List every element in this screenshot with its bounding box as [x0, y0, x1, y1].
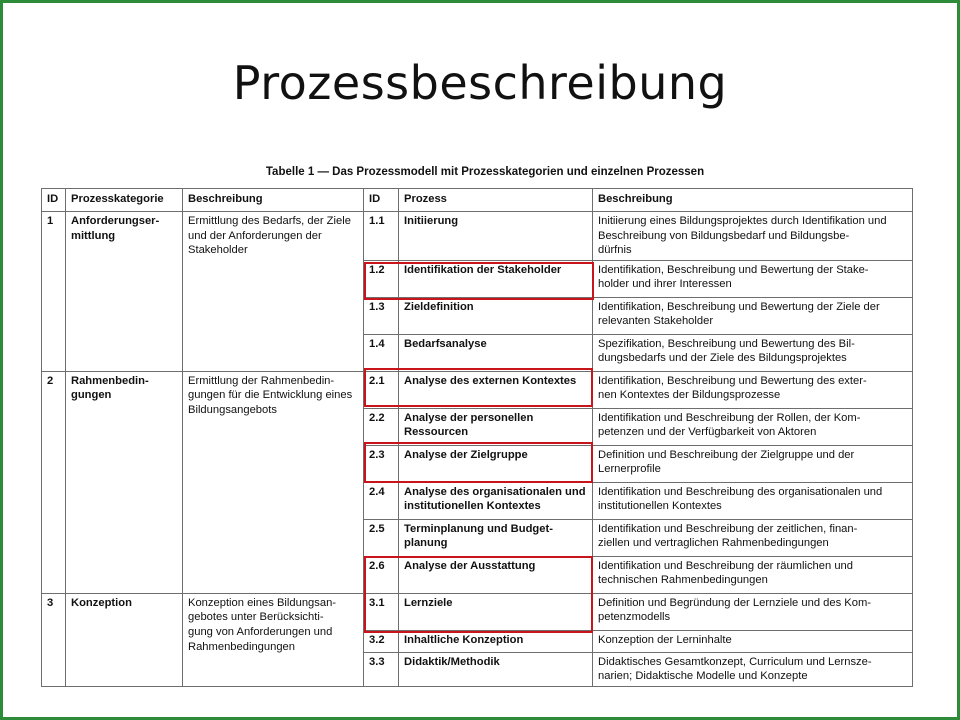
process-description-cell: Identifikation und Beschreibung des organisationalen und institutionellen Kontextes	[593, 482, 913, 519]
process-description-cell: Identifikation, Beschreibung und Bewertung der Ziele der relevanten Stakeholder	[593, 297, 913, 334]
slide-title: Prozessbeschreibung	[232, 56, 728, 110]
process-description-cell: Initiierung eines Bildungsprojektes durch Identifikation und Beschreibung von Bildungsbedarf und Bildungsbe- dürfnis	[593, 212, 913, 261]
process-description-cell: Identifikation und Beschreibung der räumlichen und technischen Rahmenbedingungen	[593, 556, 913, 593]
category-id-cell: 1	[42, 212, 66, 372]
process-name-cell: Zieldefinition	[399, 297, 593, 334]
process-id-cell: 2.6	[364, 556, 399, 593]
process-description-cell: Identifikation und Beschreibung der Rollen, der Kom- petenzen und der Verfügbarkeit von Aktoren	[593, 408, 913, 445]
process-name-cell: Analyse der personellen Ressourcen	[399, 408, 593, 445]
header-category: Prozesskategorie	[66, 189, 183, 212]
process-description-cell: Didaktisches Gesamtkonzept, Curriculum und Lernsze- narien; Didaktische Modelle und Konzepte	[593, 652, 913, 686]
process-id-cell: 3.2	[364, 630, 399, 652]
process-id-cell: 1.3	[364, 297, 399, 334]
header-id: ID	[42, 189, 66, 212]
process-id-cell: 1.1	[364, 212, 399, 261]
process-name-cell: Terminplanung und Budget- planung	[399, 519, 593, 556]
header-category-description: Beschreibung	[183, 189, 364, 212]
header-process-id: ID	[364, 189, 399, 212]
process-id-cell: 2.2	[364, 408, 399, 445]
process-id-cell: 2.4	[364, 482, 399, 519]
process-name-cell: Analyse des externen Kontextes	[399, 371, 593, 408]
category-id-cell: 3	[42, 593, 66, 686]
process-description-cell: Identifikation, Beschreibung und Bewertung der Stake- holder und ihrer Interessen	[593, 260, 913, 297]
process-description-cell: Definition und Beschreibung der Zielgruppe und der Lernerprofile	[593, 445, 913, 482]
process-description-cell: Identifikation, Beschreibung und Bewertung des exter- nen Kontextes der Bildungsprozesse	[593, 371, 913, 408]
category-description-cell: Konzeption eines Bildungsan- gebotes unter Berücksichti- gung von Anforderungen und Rahmenbedingungen	[183, 593, 364, 686]
process-description-cell: Definition und Begründung der Lernziele und des Kom- petenzmodells	[593, 593, 913, 630]
category-name-cell: Konzeption	[66, 593, 183, 686]
process-name-cell: Analyse des organisationalen und institutionellen Kontextes	[399, 482, 593, 519]
process-name-cell: Lernziele	[399, 593, 593, 630]
process-name-cell: Analyse der Zielgruppe	[399, 445, 593, 482]
table-caption: Tabelle 1 — Das Prozessmodell mit Prozesskategorien und einzelnen Prozessen	[265, 166, 705, 178]
process-id-cell: 2.3	[364, 445, 399, 482]
table-row	[42, 212, 913, 261]
process-name-cell: Inhaltliche Konzeption	[399, 630, 593, 652]
process-id-cell: 2.1	[364, 371, 399, 408]
highlight-box-1-2	[364, 262, 594, 300]
highlight-box-2-3	[364, 442, 593, 483]
header-process: Prozess	[399, 189, 593, 212]
process-name-cell: Didaktik/Methodik	[399, 652, 593, 686]
process-id-cell: 3.3	[364, 652, 399, 686]
process-id-cell: 1.4	[364, 334, 399, 371]
highlight-box-2-1	[364, 368, 593, 407]
category-description-cell: Ermittlung der Rahmenbedin- gungen für die Entwicklung eines Bildungsangebots	[183, 371, 364, 593]
process-description-cell: Konzeption der Lerninhalte	[593, 630, 913, 652]
process-name-cell: Initiierung	[399, 212, 593, 261]
process-name-cell: Analyse der Ausstattung	[399, 556, 593, 593]
header-process-description: Beschreibung	[593, 189, 913, 212]
process-id-cell: 2.5	[364, 519, 399, 556]
category-description-cell: Ermittlung des Bedarfs, der Ziele und der Anforderungen der Stakeholder	[183, 212, 364, 372]
highlight-box-2-6-3-1	[364, 556, 593, 633]
process-description-cell: Identifikation und Beschreibung der zeitlichen, finan- ziellen und vertraglichen Rahmenbedingungen	[593, 519, 913, 556]
process-id-cell: 1.2	[364, 260, 399, 297]
category-name-cell: Rahmenbedin- gungen	[66, 371, 183, 593]
process-description-cell: Spezifikation, Beschreibung und Bewertung des Bil- dungsbedarfs und der Ziele des Bildungsprojektes	[593, 334, 913, 371]
process-name-cell: Identifikation der Stakeholder	[399, 260, 593, 297]
process-id-cell: 3.1	[364, 593, 399, 630]
table-header-row	[42, 189, 913, 212]
process-name-cell: Bedarfsanalyse	[399, 334, 593, 371]
category-id-cell: 2	[42, 371, 66, 593]
category-name-cell: Anforderungser- mittlung	[66, 212, 183, 372]
